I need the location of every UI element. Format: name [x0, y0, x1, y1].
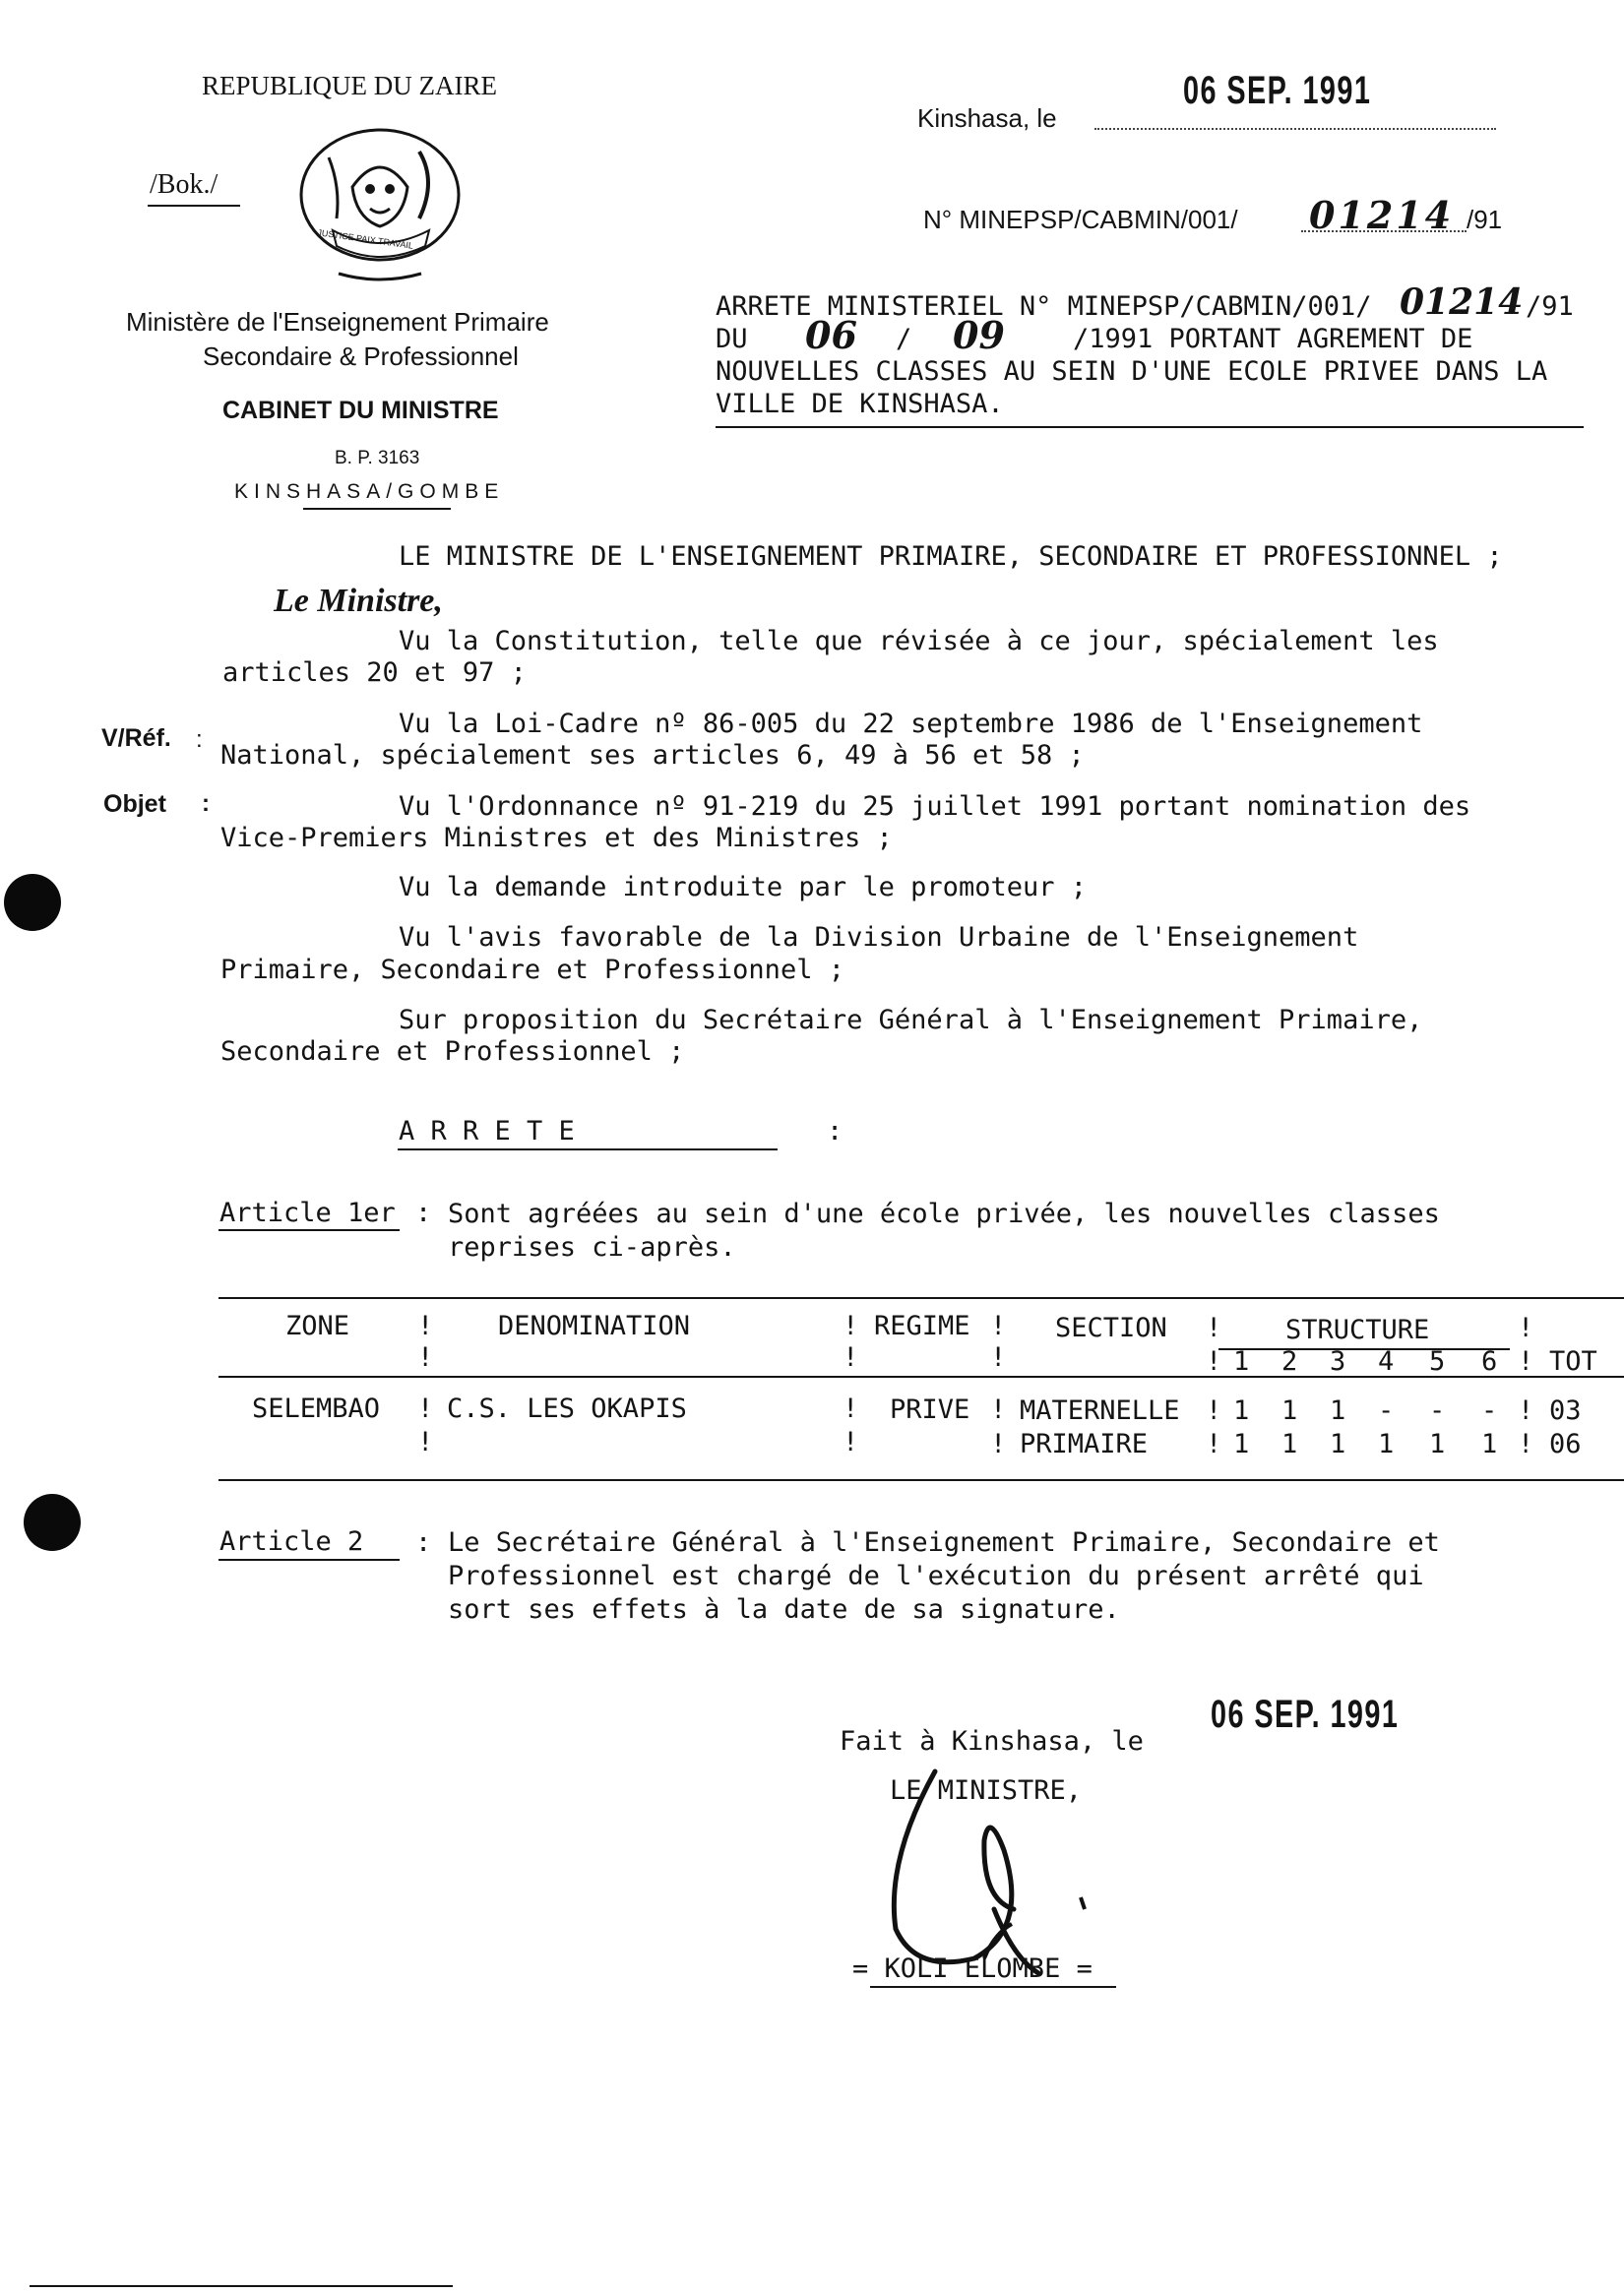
title-underline	[716, 426, 1584, 428]
title-handwritten-day: 06	[805, 313, 857, 357]
title-line-3: NOUVELLES CLASSES AU SEIN D'UNE ECOLE PRIVEE DANS LA	[716, 356, 1548, 387]
section-name: PRIMAIRE	[1020, 1429, 1149, 1459]
footer-rule	[30, 2285, 453, 2287]
handwritten-note: Le Ministre,	[274, 583, 443, 619]
header-denomination: DENOMINATION	[498, 1311, 691, 1341]
row-separator: !	[990, 1394, 1007, 1425]
postal-box: B. P. 3163	[335, 448, 420, 468]
grade-header: 4	[1378, 1346, 1395, 1377]
structure-value: 1	[1378, 1429, 1395, 1459]
header-separator: !	[417, 1311, 434, 1341]
section-total: 06	[1549, 1429, 1582, 1459]
article-2-line-2: Professionnel est chargé de l'exécution du présent arrêté qui	[448, 1561, 1424, 1591]
row-separator: !	[843, 1427, 859, 1457]
article-2-colon: :	[415, 1527, 432, 1558]
date-dotted-line	[1094, 128, 1496, 130]
title-line-2-rest: /1991 PORTANT AGREMENT DE	[1073, 324, 1473, 354]
seal-motto: JUSTICE PAIX TRAVAIL	[316, 227, 414, 251]
header-section: SECTION	[1055, 1313, 1167, 1343]
table-bottom-rule	[219, 1479, 1624, 1481]
reference-suffix: /91	[1467, 205, 1503, 234]
structure-value: 1	[1330, 1429, 1346, 1459]
header-separator: !	[990, 1342, 1007, 1373]
vu-constitution-line-1: Vu la Constitution, telle que révisée à ce jour, spécialement les	[399, 626, 1439, 656]
title-handwritten-number: 01214	[1400, 281, 1524, 323]
cabinet-title: CABINET DU MINISTRE	[222, 397, 499, 424]
row-regime: PRIVE	[890, 1394, 970, 1425]
header-separator: !	[1206, 1313, 1222, 1343]
kinshasa-date-label: Kinshasa, le	[917, 103, 1057, 133]
ministry-line-1: Ministère de l'Enseignement Primaire	[126, 307, 549, 337]
article-1-line-2: reprises ci-après.	[448, 1232, 736, 1263]
row-separator: !	[417, 1394, 434, 1424]
reference-prefix: N° MINEPSP/CABMIN/001/	[923, 205, 1238, 234]
city-underline	[303, 508, 451, 510]
header-regime: REGIME	[874, 1311, 970, 1341]
section-name: MATERNELLE	[1020, 1395, 1180, 1426]
structure-value: 1	[1330, 1395, 1346, 1426]
header-separator: !	[417, 1342, 434, 1373]
structure-value: 1	[1281, 1429, 1298, 1459]
vu-avis-line-2: Primaire, Secondaire et Professionnel ;	[220, 955, 844, 985]
structure-value: 1	[1429, 1429, 1446, 1459]
structure-value: -	[1481, 1395, 1498, 1426]
arrete-underline	[398, 1148, 778, 1150]
article-2-line-3: sort ses effets à la date de sa signature.	[448, 1594, 1120, 1625]
table-top-rule	[219, 1297, 1624, 1299]
article-2-label: Article 2	[219, 1526, 364, 1557]
header-structure: STRUCTURE	[1285, 1315, 1430, 1345]
objet-label: Objet	[103, 790, 166, 818]
structure-value: 1	[1481, 1429, 1498, 1459]
article-2-line-1: Le Secrétaire Général à l'Enseignement Primaire, Secondaire et	[448, 1527, 1440, 1558]
closing-date-stamp: 06 SEP. 1991	[1211, 1693, 1400, 1736]
article-1-underline	[219, 1229, 400, 1231]
bok-underline	[148, 205, 240, 207]
title-du: DU	[716, 324, 748, 354]
title-date-separator: /	[896, 324, 912, 354]
vu-ordonnance-line-2: Vice-Premiers Ministres et des Ministres ;	[220, 823, 893, 853]
row-separator: !	[843, 1394, 859, 1424]
city-address: KINSHASA/GOMBE	[234, 480, 505, 503]
header-separator: !	[1518, 1346, 1534, 1377]
structure-value: 1	[1233, 1429, 1250, 1459]
title-line-1-prefix: ARRETE MINISTERIEL N° MINEPSP/CABMIN/001/	[716, 291, 1372, 322]
coat-of-arms-seal-icon	[293, 128, 470, 285]
vu-loi-cadre-line-2: National, spécialement ses articles 6, 49 à 56 et 58 ;	[220, 740, 1085, 771]
row-separator: !	[1206, 1429, 1222, 1459]
header-separator: !	[843, 1311, 859, 1341]
header-tot: TOT	[1549, 1346, 1597, 1377]
punch-hole-bottom	[24, 1494, 81, 1551]
arrete-heading: A R R E T E	[399, 1116, 575, 1146]
header-separator: !	[1518, 1313, 1534, 1343]
grade-header: 3	[1330, 1346, 1346, 1377]
grade-header: 5	[1429, 1346, 1446, 1377]
title-handwritten-month: 09	[953, 313, 1005, 357]
structure-value: -	[1378, 1395, 1395, 1426]
header-separator: !	[1206, 1346, 1222, 1377]
bok-reference: /Bok./	[150, 169, 219, 200]
date-stamp: 06 SEP. 1991	[1183, 69, 1372, 112]
vu-avis-line-1: Vu l'avis favorable de la Division Urbaine de l'Enseignement	[399, 922, 1359, 953]
article-2-underline	[219, 1559, 400, 1561]
minister-title: LE MINISTRE,	[890, 1775, 1083, 1806]
grade-header: 6	[1481, 1346, 1498, 1377]
vu-ordonnance-line-1: Vu l'Ordonnance nº 91-219 du 25 juillet 1991 portant nomination des	[399, 791, 1471, 822]
reference-dotted-line	[1301, 230, 1467, 232]
article-1-label: Article 1er	[219, 1198, 396, 1228]
row-separator: !	[1518, 1395, 1534, 1426]
vref-label: V/Réf.	[101, 724, 171, 752]
republic-title: REPUBLIQUE DU ZAIRE	[202, 71, 497, 100]
title-line-4: VILLE DE KINSHASA.	[716, 389, 1004, 419]
reference-handwritten-number: 01214	[1309, 193, 1455, 237]
objet-colon: :	[202, 790, 210, 817]
punch-hole-top	[4, 874, 61, 931]
article-1-line-1: Sont agréées au sein d'une école privée, les nouvelles classes	[448, 1199, 1440, 1229]
row-denomination: C.S. LES OKAPIS	[447, 1394, 687, 1424]
vu-loi-cadre-line-1: Vu la Loi-Cadre nº 86-005 du 22 septembre 1986 de l'Enseignement	[399, 709, 1423, 739]
minister-heading: LE MINISTRE DE L'ENSEIGNEMENT PRIMAIRE, SECONDAIRE ET PROFESSIONNEL ;	[399, 541, 1503, 572]
section-total: 03	[1549, 1395, 1582, 1426]
grade-header: 2	[1281, 1346, 1298, 1377]
structure-underline	[1218, 1348, 1510, 1350]
row-separator: !	[1206, 1395, 1222, 1426]
header-separator: !	[843, 1342, 859, 1373]
table-header-rule	[219, 1376, 1624, 1378]
minister-name: = KOLI ELOMBE =	[852, 1953, 1093, 1984]
structure-value: 1	[1233, 1395, 1250, 1426]
row-separator: !	[990, 1429, 1007, 1459]
vref-colon: :	[196, 726, 203, 753]
sur-proposition-line-2: Secondaire et Professionnel ;	[220, 1036, 685, 1067]
header-zone: ZONE	[285, 1311, 350, 1341]
title-line-1-suffix: /91	[1526, 291, 1574, 322]
minister-name-underline	[870, 1986, 1116, 1988]
row-separator: !	[1518, 1429, 1534, 1459]
arrete-colon: :	[827, 1116, 843, 1146]
article-1-colon: :	[415, 1198, 432, 1228]
header-separator: !	[990, 1311, 1007, 1341]
structure-value: -	[1429, 1395, 1446, 1426]
row-separator: !	[417, 1427, 434, 1457]
vu-constitution-line-2: articles 20 et 97 ;	[222, 657, 527, 688]
ministry-line-2: Secondaire & Professionnel	[203, 341, 519, 371]
fait-a-kinshasa: Fait à Kinshasa, le	[840, 1726, 1144, 1757]
structure-value: 1	[1281, 1395, 1298, 1426]
row-zone: SELEMBAO	[252, 1394, 381, 1424]
grade-header: 1	[1233, 1346, 1250, 1377]
sur-proposition-line-1: Sur proposition du Secrétaire Général à l'Enseignement Primaire,	[399, 1005, 1423, 1035]
vu-demande: Vu la demande introduite par le promoteur ;	[399, 872, 1087, 902]
